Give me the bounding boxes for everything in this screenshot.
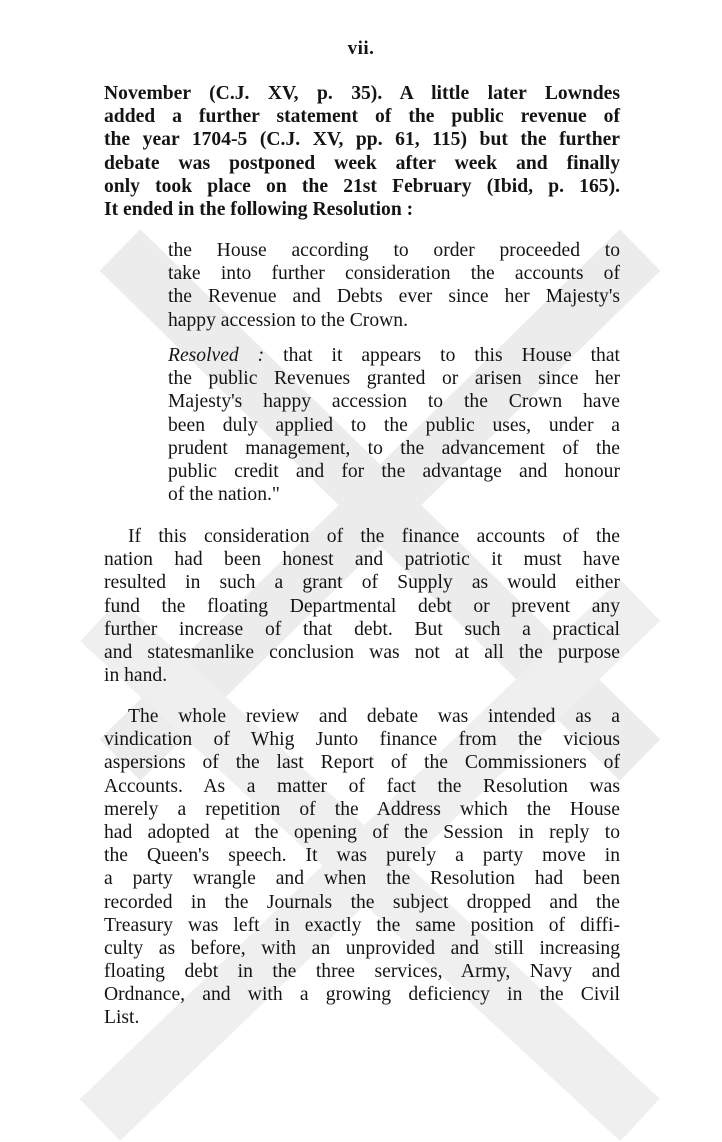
text-line: If this consideration of the finance accounts of the: [128, 526, 620, 547]
text-line: the public Revenues granted or arisen since her: [168, 368, 620, 390]
text-line: aspersions of the last Report of the Commissioners of: [104, 752, 620, 774]
text-line: the year 1704-5 (C.J. XV, pp. 61, 115) but the further: [104, 129, 620, 151]
quote-paragraph-2: [168, 344, 620, 506]
resolved-label: Resolved :: [168, 345, 265, 366]
text-line: prudent management, to the advancement of the: [168, 437, 620, 459]
text-line: of the nation.": [168, 484, 280, 506]
text-line: Treasury was left in exactly the same position of diffi-: [104, 914, 620, 936]
text-line: Majesty's happy accession to the Crown have: [168, 391, 620, 413]
text-line: take into further consideration the accounts of: [168, 263, 620, 285]
text-line: been duly applied to the public uses, under a: [168, 414, 620, 436]
text-line: a party wrangle and when the Resolution had been: [104, 868, 620, 890]
text-line: happy accession to the Crown.: [168, 309, 408, 331]
text-line: further increase of that debt. But such a practical: [104, 618, 620, 640]
text-line: only took place on the 21st February (Ibid, p. 165).: [104, 175, 620, 197]
text-line: nation had been honest and patriotic it must have: [104, 549, 620, 571]
text-line: [168, 344, 620, 367]
text-line: List.: [104, 1007, 140, 1029]
paragraph-2: [104, 525, 620, 687]
text-line: floating debt in the three services, Army, Navy and: [104, 961, 620, 983]
paragraph-1: [104, 82, 620, 221]
text-line: had adopted at the opening of the Session in reply to: [104, 821, 620, 843]
text-line: resulted in such a grant of Supply as would either: [104, 572, 620, 594]
text-line: the Queen's speech. It was purely a party move in: [104, 845, 620, 867]
text-line: merely a repetition of the Address which the House: [104, 798, 620, 820]
text-line: the Revenue and Debts ever since her Majesty's: [168, 286, 620, 308]
text-line: the House according to order proceeded to: [168, 240, 620, 261]
text-line: recorded in the Journals the subject dropped and the: [104, 891, 620, 913]
text-line: added a further statement of the public revenue of: [104, 106, 620, 128]
text-line: vindication of Whig Junto finance from the vicious: [104, 729, 620, 751]
paragraph-3: [104, 705, 620, 1030]
text-line: public credit and for the advantage and honour: [168, 460, 620, 482]
text-line-rest: that it appears to this House that: [264, 345, 620, 366]
text-line: The whole review and debate was intended as a: [128, 706, 620, 727]
text-line: Accounts. As a matter of fact the Resolution was: [104, 775, 620, 797]
text-line: November (C.J. XV, p. 35). A little later Lowndes: [104, 83, 620, 104]
text-line: and statesmanlike conclusion was not at all the purpose: [104, 641, 620, 663]
text-line: debate was postponed week after week and finally: [104, 152, 620, 174]
text-line: fund the floating Departmental debt or prevent any: [104, 595, 620, 617]
quote-paragraph-1: [168, 239, 620, 332]
text-line: Ordnance, and with a growing deficiency in the Civil: [104, 984, 620, 1006]
text-line: It ended in the following Resolution :: [104, 198, 414, 220]
page-number: vii.: [347, 38, 375, 59]
text-line: culty as before, with an unprovided and still increasing: [104, 937, 620, 959]
text-line: in hand.: [104, 665, 168, 687]
